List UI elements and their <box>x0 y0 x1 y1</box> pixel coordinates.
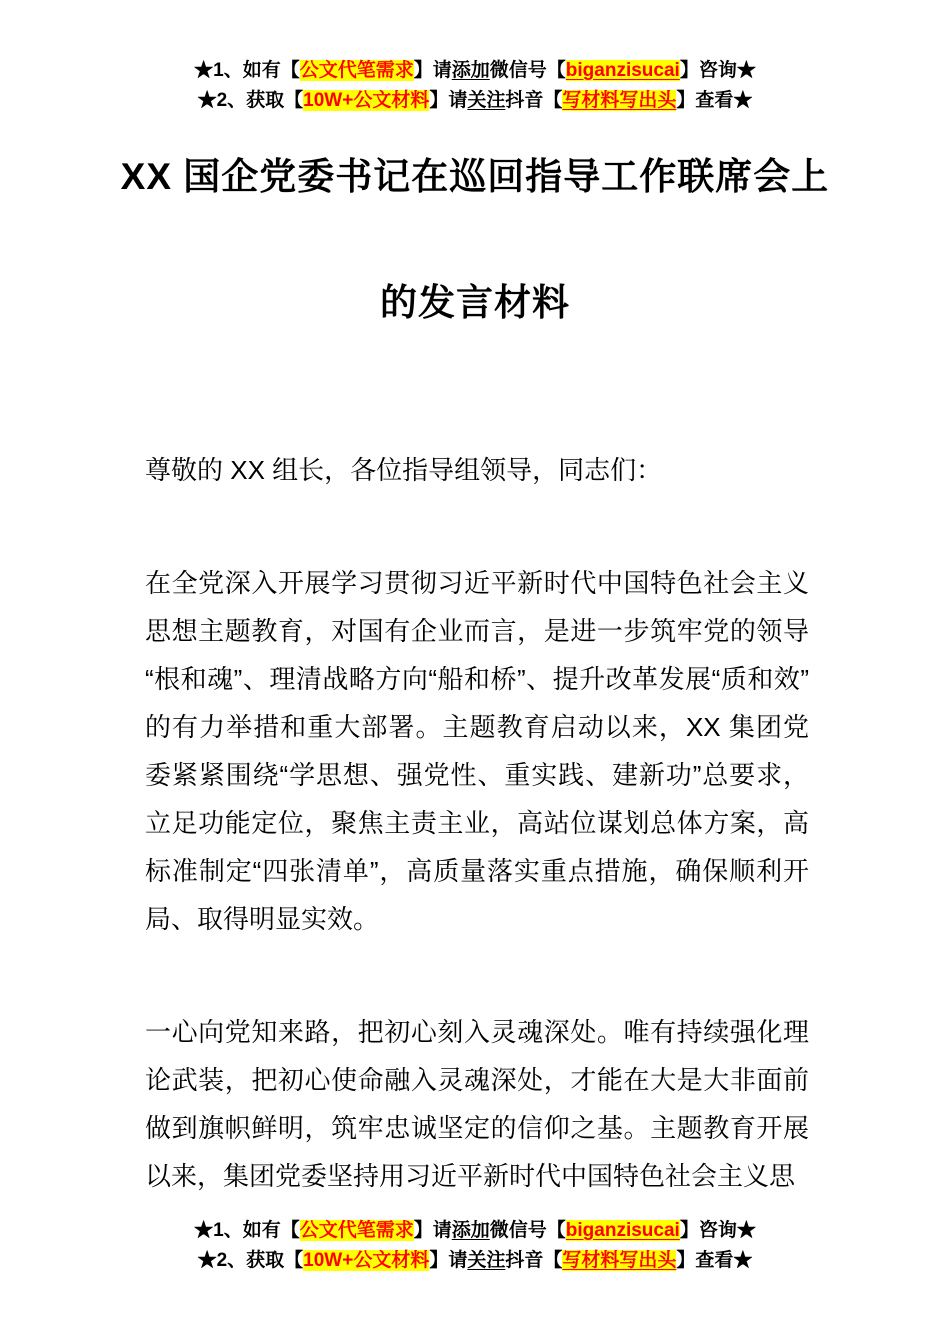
douyin-account: 写材料写出头 <box>562 1250 677 1271</box>
wechat-id: biganzisucai <box>565 60 680 81</box>
promo1-suffix: 】咨询★ <box>679 60 756 81</box>
promo2-suffix: 】查看★ <box>676 1250 753 1271</box>
promo1-service-highlight: 公文代笔需求 <box>299 60 414 81</box>
header-promo <box>0 56 950 116</box>
promo1-prefix: ★1、如有【 <box>194 60 300 81</box>
promo1-prefix: ★1、如有【 <box>194 1220 300 1241</box>
footer-promo-line-2 <box>0 1246 950 1276</box>
footer-promo <box>0 1216 950 1276</box>
promo1-mid1: 】请 <box>413 60 452 81</box>
paragraph-initial-heart: 一心向党知来路，把初心刻入灵魂深处。唯有持续强化理论武装，把初心使命融入灵魂深处，才能在大是大非面前做到旗帜鲜明，筑牢忠诚坚定的信仰之基。主题教育开展以来，集团党委坚持用习近平新时代中国特色社会主义思 <box>145 1017 809 1191</box>
promo2-follow-action: 关注 <box>467 90 506 111</box>
promo2-material-highlight: 10W+公文材料 <box>303 1250 430 1271</box>
promo2-mid2: 抖音【 <box>505 1250 563 1271</box>
promo2-mid1: 】请 <box>429 90 468 111</box>
promo2-suffix: 】查看★ <box>676 90 753 111</box>
footer-promo-line-1 <box>0 1216 950 1246</box>
douyin-account: 写材料写出头 <box>562 90 677 111</box>
promo2-mid1: 】请 <box>429 1250 468 1271</box>
title-line-2: 的发言材料 <box>380 282 570 323</box>
promo2-material-highlight: 10W+公文材料 <box>303 90 430 111</box>
promo1-add-action: 添加 <box>451 60 490 81</box>
header-promo-line-1 <box>0 56 950 86</box>
header-promo-line-2 <box>0 86 950 116</box>
document-title <box>0 146 950 326</box>
salutation: 尊敬的 XX 组长，各位指导组领导，同志们： <box>145 455 663 485</box>
promo2-follow-action: 关注 <box>467 1250 506 1271</box>
promo1-mid2: 微信号【 <box>489 60 566 81</box>
promo1-mid2: 微信号【 <box>489 1220 566 1241</box>
promo1-service-highlight: 公文代笔需求 <box>299 1220 414 1241</box>
document-body <box>145 446 809 1265</box>
title-line-1: XX 国企党委书记在巡回指导工作联席会上 <box>120 156 830 197</box>
promo1-mid1: 】请 <box>413 1220 452 1241</box>
promo1-add-action: 添加 <box>451 1220 490 1241</box>
promo2-mid2: 抖音【 <box>505 90 563 111</box>
promo1-suffix: 】咨询★ <box>679 1220 756 1241</box>
wechat-id: biganzisucai <box>565 1220 680 1241</box>
promo2-prefix: ★2、获取【 <box>197 90 304 111</box>
paragraph-overview: 在全党深入开展学习贯彻习近平新时代中国特色社会主义思想主题教育，对国有企业而言，是进一步筑牢党的领导“根和魂”、理清战略方向“船和桥”、提升改革发展“质和效”的有力举措和重大部署。主题教育启动以来，XX 集团党委紧紧围绕“学思想、强党性、重实践、建新功”总要求，立足功能定位，聚焦主责主业，高站位谋划总体方案，高标准制定“四张清单”，高质量落实重点措施，确保顺利开局、取得明显实效。 <box>145 568 809 934</box>
promo2-prefix: ★2、获取【 <box>197 1250 304 1271</box>
